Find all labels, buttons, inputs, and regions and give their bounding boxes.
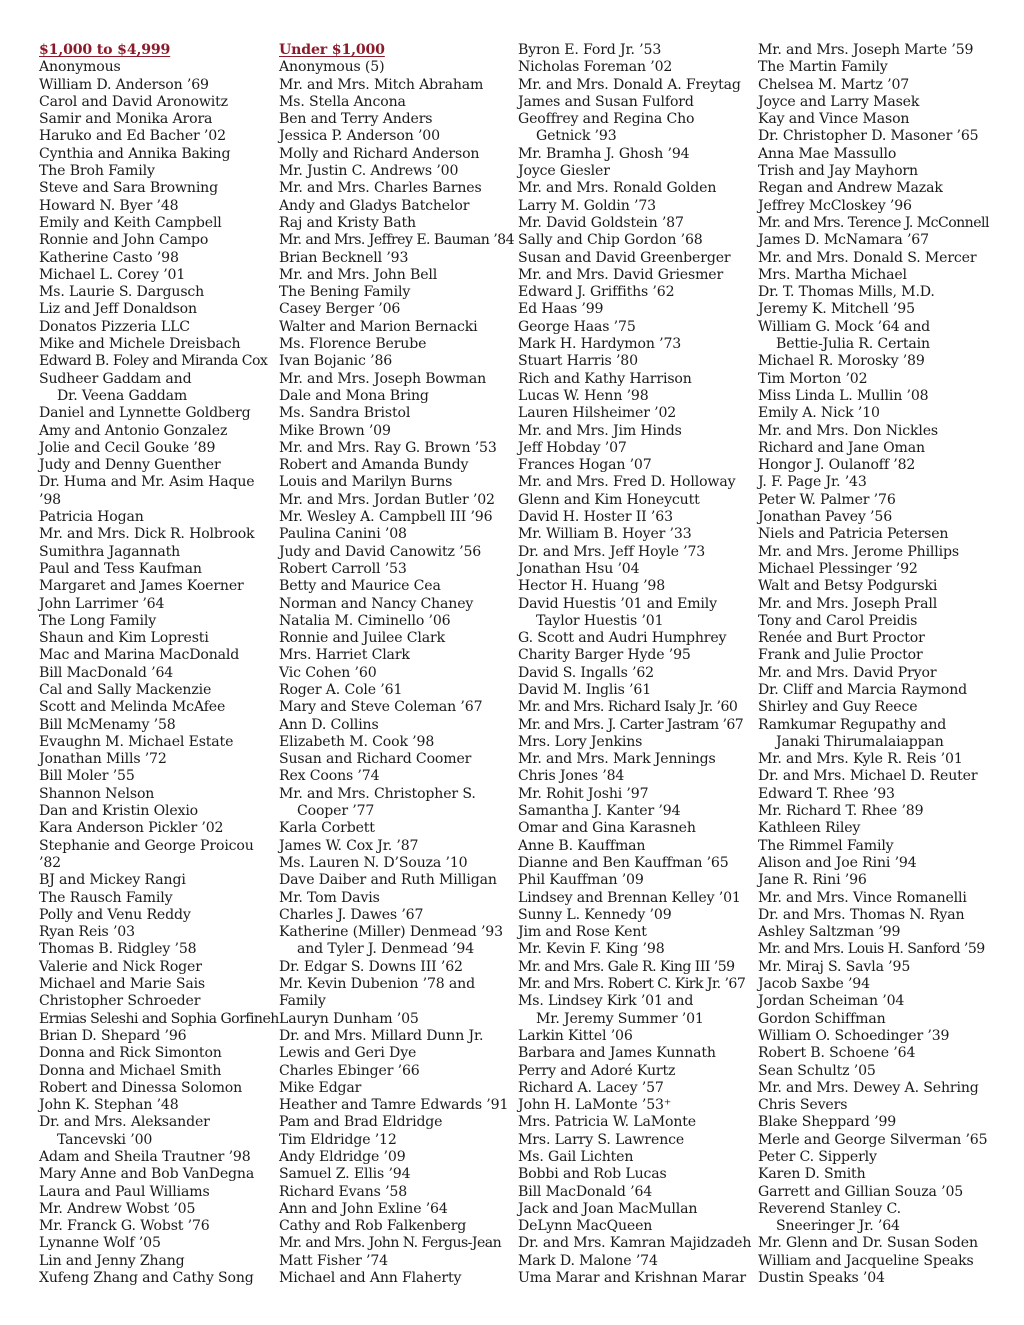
donor-entry: Ramkumar Regupathy and [758, 716, 947, 733]
donor-entry: Joyce and Larry Masek [758, 93, 920, 110]
donor-entry: Lewis and Geri Dye [279, 1045, 417, 1062]
donor-entry: Dr. T. Thomas Mills, M.D. [758, 284, 935, 301]
donor-entry: Hector H. Huang ’98 [518, 578, 666, 595]
donor-entry: Frances Hogan ’07 [518, 457, 652, 474]
donor-entry: Niels and Patricia Petersen [758, 526, 949, 543]
donor-entry: Cooper ’77 [297, 803, 375, 820]
donor-entry: Paulina Canini ’08 [279, 526, 407, 543]
donor-entry: Emily and Keith Campbell [39, 214, 222, 231]
donor-entry: Bill MacDonald ’64 [518, 1183, 653, 1200]
donor-entry: Glenn and Kim Honeycutt [518, 491, 700, 508]
donor-entry: Lauryn Dunham ’05 [279, 1010, 419, 1027]
donor-entry: DeLynn MacQueen [518, 1218, 653, 1235]
donor-entry: Jack and Joan MacMullan [518, 1200, 698, 1217]
donor-entry: William G. Mock ’64 and [758, 318, 931, 335]
donor-entry: Mr. and Mrs. Kyle R. Reis ’01 [758, 751, 963, 768]
donor-entry: Richard and Jane Oman [758, 439, 925, 456]
donor-entry: Mr. and Mrs. Dick R. Holbrook [39, 526, 255, 543]
donor-entry: Susan and Richard Coomer [279, 751, 472, 768]
donor-entry: Mike Brown ’09 [279, 422, 391, 439]
donor-entry: Michael L. Corey ’01 [39, 266, 186, 283]
donor-entry: Larry M. Goldin ’73 [518, 197, 656, 214]
donor-entry: Ms. Sandra Bristol [279, 405, 411, 422]
donor-entry: Mr. and Mrs. Donald S. Mercer [758, 249, 977, 266]
donor-entry: Reverend Stanley C. [758, 1200, 901, 1217]
donor-entry: Mr. David Goldstein ’87 [518, 214, 684, 231]
donor-entry: Katherine Casto ’98 [39, 249, 179, 266]
donor-entry: Mr. and Mrs. Jerome Phillips [758, 543, 959, 560]
donor-entry: Dr. and Mrs. Jeff Hoyle ’73 [518, 543, 706, 560]
donor-entry: Mr. and Mrs. Mitch Abraham [279, 76, 484, 93]
donor-entry: Walt and Betsy Podgurski [758, 578, 938, 595]
donor-entry: Mr. and Mrs. Fred D. Holloway [518, 474, 736, 491]
donor-entry: Karen D. Smith [758, 1166, 866, 1183]
donor-entry: Chelsea M. Martz ’07 [758, 76, 910, 93]
donor-entry: Carol and David Aronowitz [39, 93, 228, 110]
donor-entry: Robert B. Schoene ’64 [758, 1045, 916, 1062]
donor-entry: James D. McNamara ’67 [758, 232, 929, 249]
donor-entry: Molly and Richard Anderson [279, 145, 480, 162]
donor-entry: Edward J. Griffiths ’62 [518, 284, 675, 301]
donor-entry: John H. LaMonte ’53⁺ [518, 1097, 672, 1114]
donor-entry: Matt Fisher ’74 [279, 1252, 388, 1269]
donor-entry: Ronnie and Juilee Clark [279, 630, 445, 647]
donor-entry: Samantha J. Kanter ’94 [518, 803, 681, 820]
donor-entry: Jonathan Pavey ’56 [758, 509, 893, 526]
donor-entry: Scott and Melinda McAfee [39, 699, 226, 716]
donor-entry: Vic Cohen ’60 [279, 664, 377, 681]
donor-entry: Michael and Marie Sais [39, 976, 206, 993]
donor-entry: Sneeringer Jr. ’64 [776, 1218, 900, 1235]
donor-entry: Ms. Gail Lichten [518, 1149, 634, 1165]
donor-entry: Ms. Lauren N. D’Souza ’10 [279, 854, 468, 871]
donor-entry: Samir and Monika Arora [39, 111, 213, 128]
donor-entry: Alison and Joe Rini ’94 [758, 854, 917, 871]
donor-entry: Ms. Florence Berube [279, 336, 427, 353]
donor-entry: Tim Morton ’02 [758, 370, 868, 387]
donor-entry: Laura and Paul Williams [39, 1183, 210, 1200]
donor-entry: Rich and Kathy Harrison [518, 370, 692, 387]
donor-entry: Barbara and James Kunnath [518, 1045, 716, 1062]
donor-entry: Shaun and Kim Lopresti [39, 630, 209, 647]
donor-entry: Mark D. Malone ’74 [518, 1252, 658, 1269]
donor-entry: Pam and Brad Eldridge [279, 1114, 443, 1131]
donor-entry: Dr. Christopher D. Masoner ’65 [758, 128, 979, 145]
donor-entry: Mr. and Mrs. Richard Isaly Jr. ’60 [518, 699, 738, 716]
donor-entry: Getnick ’93 [536, 128, 617, 145]
donor-entry: Nicholas Foreman ’02 [518, 59, 673, 76]
donor-entry: Haruko and Ed Bacher ’02 [39, 128, 226, 145]
donor-entry: Dr. and Mrs. Thomas N. Ryan [758, 906, 965, 923]
donor-entry: Mr. Tom Davis [279, 889, 380, 906]
donor-entry: Mr. Richard T. Rhee ’89 [758, 803, 924, 820]
donor-entry: Jessica P. Anderson ’00 [279, 128, 440, 145]
donor-entry: Sumithra Jagannath [39, 543, 181, 560]
donor-entry: Chris Jones ’84 [518, 768, 625, 785]
donor-entry: Ermias Seleshi and Sophia Gorfineh [39, 1010, 279, 1027]
donor-entry: William D. Anderson ’69 [39, 76, 209, 93]
donor-entry: Mr. Andrew Wobst ’05 [39, 1200, 196, 1217]
donor-entry: Gordon Schiffman [758, 1010, 886, 1027]
donor-entry: Brian Becknell ’93 [279, 249, 409, 266]
donor-entry: Mr. and Mrs. John Bell [279, 266, 438, 283]
donor-entry: Jeffrey McCloskey ’96 [758, 197, 912, 214]
donor-entry: Valerie and Nick Roger [39, 958, 202, 975]
donor-entry: Mr. and Mrs. Donald A. Freytag [518, 76, 741, 93]
donor-entry: Mike and Michele Dreisbach [39, 336, 241, 353]
donor-entry: Ivan Bojanic ’86 [279, 353, 393, 370]
donor-entry: Joyce Giesler [518, 163, 610, 180]
donor-entry: Mr. and Mrs. Jeffrey E. Bauman ’84 [279, 232, 514, 249]
donor-entry: Edward B. Foley and Miranda Cox [39, 353, 268, 370]
donor-entry: Margaret and James Koerner [39, 578, 244, 595]
donor-entry: Mr. and Mrs. Jordan Butler ’02 [279, 491, 495, 508]
donor-entry: Betty and Maurice Cea [279, 578, 441, 595]
donor-entry: Merle and George Silverman ’65 [758, 1131, 988, 1148]
donor-entry: Renée and Burt Proctor [758, 630, 925, 647]
donor-entry: Sean Schultz ’05 [758, 1062, 876, 1079]
donor-entry: Dan and Kristin Olexio [39, 803, 199, 820]
donor-entry: Andy Eldridge ’09 [279, 1149, 406, 1165]
donor-entry: Frank and Julie Proctor [758, 647, 923, 664]
donor-entry: Stuart Harris ’80 [518, 353, 638, 370]
donor-entry: Dr. Huma and Mr. Asim Haque [39, 474, 255, 491]
donor-entry: Raj and Kristy Bath [279, 214, 416, 231]
donor-entry: Norman and Nancy Chaney [279, 595, 474, 612]
donor-entry: Trish and Jay Mayhorn [758, 163, 918, 180]
donor-entry: Donatos Pizzeria LLC [39, 318, 190, 335]
donor-entry: Peter W. Palmer ’76 [758, 491, 896, 508]
donor-entry: Liz and Jeff Donaldson [39, 301, 197, 318]
donor-entry: Walter and Marion Bernacki [279, 318, 478, 335]
donor-list [39, 59, 279, 1287]
donor-entry: Stephanie and George Proicou [39, 837, 254, 854]
donor-entry: Kara Anderson Pickler ’02 [39, 820, 224, 837]
donor-entry: Ronnie and John Campo [39, 232, 209, 249]
donor-entry: Dustin Speaks ’04 [758, 1270, 885, 1287]
donor-entry: Kay and Vince Mason [758, 111, 910, 128]
donor-entry: Mr. and Mrs. Dewey A. Sehring [758, 1079, 979, 1096]
donor-entry: The Rimmel Family [758, 837, 894, 854]
donor-entry: Heather and Tamre Edwards ’91 [279, 1097, 509, 1114]
donor-entry: The Rausch Family [39, 889, 173, 906]
donor-entry: Miss Linda L. Mullin ’08 [758, 387, 929, 404]
donor-entry: Mr. and Mrs. David Griesmer [518, 266, 724, 283]
donor-entry: Mr. and Mrs. Charles Barnes [279, 180, 482, 197]
donor-entry: Bill Moler ’55 [39, 768, 135, 785]
donor-entry: Dr. and Mrs. Michael D. Reuter [758, 768, 978, 785]
donor-entry: William and Jacqueline Speaks [758, 1252, 974, 1269]
donor-entry: Charles J. Dawes ’67 [279, 906, 424, 923]
donor-entry: Casey Berger ’06 [279, 301, 401, 318]
donor-entry: Mr. and Mrs. Terence J. McConnell [758, 214, 989, 231]
donor-entry: ’82 [39, 854, 61, 871]
donor-entry: Mary and Steve Coleman ’67 [279, 699, 483, 716]
donor-entry: G. Scott and Audri Humphrey [518, 630, 727, 647]
donor-entry: Ann and John Exline ’64 [279, 1200, 448, 1217]
donor-entry: Mr. and Mrs. Joseph Marte ’59 [758, 42, 974, 58]
donor-entry: Mr. and Mrs. Jim Hinds [518, 422, 682, 439]
donor-entry: Chris Severs [758, 1097, 848, 1114]
donor-entry: Dale and Mona Bring [279, 387, 429, 404]
donor-entry: Dianne and Ben Kauffman ’65 [518, 854, 729, 871]
donor-entry: Sunny L. Kennedy ’09 [518, 906, 672, 923]
donor-entry: Dr. and Mrs. Millard Dunn Jr. [279, 1027, 484, 1044]
donor-entry: Emily A. Nick ’10 [758, 405, 880, 422]
donor-entry: Bill McMenamy ’58 [39, 716, 176, 733]
donor-entry: Dr. and Mrs. Aleksander [39, 1114, 210, 1131]
donor-entry: Byron E. Ford Jr. ’53 [518, 42, 662, 58]
donor-list [279, 59, 519, 1287]
donor-entry: Mr. Kevin F. King ’98 [518, 941, 665, 958]
donor-entry: Mr. Justin C. Andrews ’00 [279, 163, 459, 180]
donor-entry: Christopher Schroeder [39, 993, 201, 1010]
donor-entry: Uma Marar and Krishnan Marar [518, 1270, 746, 1287]
donor-entry: Mr. and Mrs. J. Carter Jastram ’67 [518, 716, 744, 733]
gift-level-heading: Under $1,000 [279, 42, 385, 58]
donor-entry: Mrs. Patricia W. LaMonte [518, 1114, 696, 1131]
donor-entry: Blake Sheppard ’99 [758, 1114, 897, 1131]
donor-entry: Mr. William B. Hoyer ’33 [518, 526, 692, 543]
donor-entry: Janaki Thirumalaiappan [776, 733, 944, 750]
donor-entry: Jonathan Mills ’72 [39, 751, 167, 768]
donor-entry: Donna and Michael Smith [39, 1062, 222, 1079]
donor-entry: David Huestis ’01 and Emily [518, 595, 717, 612]
donor-entry: Cynthia and Annika Baking [39, 145, 231, 162]
donor-entry: Susan and David Greenberger [518, 249, 731, 266]
donor-entry: David H. Hoster II ’63 [518, 509, 673, 526]
donor-entry: Sally and Chip Gordon ’68 [518, 232, 703, 249]
donor-entry: Mr. and Mrs. David Pryor [758, 664, 937, 681]
donor-list [518, 42, 758, 1287]
donor-entry: Howard N. Byer ’48 [39, 197, 179, 214]
donor-entry: Robert and Amanda Bundy [279, 457, 469, 474]
donor-entry: Mr. Kevin Dubenion ’78 and [279, 976, 475, 993]
donor-entry: Larkin Kittel ’06 [518, 1027, 633, 1044]
donor-entry: Omar and Gina Karasneh [518, 820, 696, 837]
donor-entry: Tony and Carol Preidis [758, 612, 918, 629]
donor-entry: William O. Schoedinger ’39 [758, 1027, 950, 1044]
donor-column-1 [39, 42, 279, 1287]
donor-entry: Ms. Stella Ancona [279, 93, 406, 110]
donor-entry: The Martin Family [758, 59, 888, 76]
donor-entry: John Larrimer ’64 [39, 595, 165, 612]
donor-entry: Mrs. Harriet Clark [279, 647, 410, 664]
donor-entry: Dave Daiber and Ruth Milligan [279, 872, 497, 889]
donor-entry: Mr. and Mrs. Don Nickles [758, 422, 939, 439]
donor-column-4 [758, 42, 998, 1287]
donor-entry: Xufeng Zhang and Cathy Song [39, 1270, 254, 1287]
donor-entry: Adam and Sheila Trautner ’98 [39, 1149, 251, 1165]
donor-entry: Charles Ebinger ’66 [279, 1062, 420, 1079]
donor-entry: Ann D. Collins [279, 716, 379, 733]
donor-entry: Bill MacDonald ’64 [39, 664, 174, 681]
donor-entry: Mary Anne and Bob VanDegna [39, 1166, 255, 1183]
donor-entry: Samuel Z. Ellis ’94 [279, 1166, 411, 1183]
donor-entry: Dr. Veena Gaddam [57, 387, 188, 404]
donor-entry: Elizabeth M. Cook ’98 [279, 733, 435, 750]
donor-entry: Rex Coons ’74 [279, 768, 380, 785]
donor-entry: James W. Cox Jr. ’87 [279, 837, 419, 854]
donor-entry: Ben and Terry Anders [279, 111, 433, 128]
donor-entry: David M. Inglis ’61 [518, 681, 652, 698]
donor-entry: Natalia M. Ciminello ’06 [279, 612, 451, 629]
donor-entry: Jolie and Cecil Gouke ’89 [39, 439, 216, 456]
donor-entry: Dr. Cliff and Marcia Raymond [758, 681, 968, 698]
donor-entry: Cal and Sally Mackenzie [39, 681, 212, 698]
donor-entry: Mr. Rohit Joshi ’97 [518, 785, 649, 802]
gift-level-heading: $1,000 to $4,999 [39, 42, 171, 58]
donor-entry: Hongor J. Oulanoff ’82 [758, 457, 916, 474]
donor-entry: Mr. and Mrs. Joseph Prall [758, 595, 938, 612]
donor-entry: The Broh Family [39, 163, 155, 180]
donor-entry: Kathleen Riley [758, 820, 861, 837]
donor-entry: Phil Kauffman ’09 [518, 872, 644, 889]
donor-entry: Richard A. Lacey ’57 [518, 1079, 664, 1096]
donor-entry: Mr. and Mrs. Gale R. King III ’59 [518, 958, 735, 975]
donor-entry: Jordan Scheiman ’04 [758, 993, 905, 1010]
donor-entry: Ed Haas ’99 [518, 301, 604, 318]
donor-entry: David S. Ingalls ’62 [518, 664, 654, 681]
donor-entry: Sudheer Gaddam and [39, 370, 192, 387]
donor-entry: Mrs. Larry S. Lawrence [518, 1131, 685, 1148]
donor-entry: Lin and Jenny Zhang [39, 1252, 185, 1269]
donor-entry: Michael Plessinger ’92 [758, 560, 918, 577]
donor-entry: Donna and Rick Simonton [39, 1045, 222, 1062]
donor-entry: Jonathan Hsu ’04 [518, 560, 640, 577]
donor-entry: Jim and Rose Kent [518, 924, 647, 941]
donor-entry: Andy and Gladys Batchelor [279, 197, 470, 214]
donor-entry: Bettie-Julia R. Certain [776, 336, 930, 353]
donor-entry: Daniel and Lynnette Goldberg [39, 405, 251, 422]
donor-entry: Lynanne Wolf ’05 [39, 1235, 161, 1252]
donor-entry: Mr. and Mrs. Robert C. Kirk Jr. ’67 [518, 976, 746, 993]
donor-entry: Robert and Dinessa Solomon [39, 1079, 243, 1096]
donor-entry: Taylor Huestis ’01 [536, 612, 664, 629]
donor-entry: Mr. and Mrs. Ray G. Brown ’53 [279, 439, 497, 456]
donor-entry: Regan and Andrew Mazak [758, 180, 943, 197]
donor-entry: Garrett and Gillian Souza ’05 [758, 1183, 964, 1200]
donor-entry: Mr. and Mrs. Ronald Golden [518, 180, 717, 197]
donor-entry: Mr. Miraj S. Savla ’95 [758, 958, 911, 975]
donor-entry: Lindsey and Brennan Kelley ’01 [518, 889, 741, 906]
donor-entry: Mr. and Mrs. Louis H. Sanford ’59 [758, 941, 985, 958]
donor-entry: The Bening Family [279, 284, 411, 301]
donor-entry: Mrs. Lory Jenkins [518, 733, 643, 750]
donor-entry: Peter C. Sipperly [758, 1149, 877, 1165]
donor-entry: Mr. and Mrs. John N. Fergus-Jean [279, 1235, 502, 1252]
donor-entry: Mr. Wesley A. Campbell III ’96 [279, 509, 493, 526]
donor-entry: Anonymous (5) [279, 59, 385, 76]
donor-entry: Mrs. Martha Michael [758, 266, 907, 283]
donor-entry: Amy and Antonio Gonzalez [39, 422, 228, 439]
donor-entry: Mr. and Mrs. Christopher S. [279, 785, 476, 802]
donor-entry: Jane R. Rini ’96 [758, 872, 867, 889]
donor-entry: Roger A. Cole ’61 [279, 681, 403, 698]
donor-entry: Mr. Glenn and Dr. Susan Soden [758, 1235, 978, 1252]
donor-entry: Judy and Denny Guenther [39, 457, 221, 474]
donor-entry: Steve and Sara Browning [39, 180, 218, 197]
donor-entry: Louis and Marilyn Burns [279, 474, 453, 491]
donor-entry: James and Susan Fulford [518, 93, 694, 110]
donor-entry: Evaughn M. Michael Estate [39, 733, 234, 750]
donor-entry: Michael and Ann Flaherty [279, 1270, 462, 1287]
donor-entry: Tim Eldridge ’12 [279, 1131, 397, 1148]
donor-entry: Dr. and Mrs. Kamran Majidzadeh [518, 1235, 752, 1252]
donor-entry: Mr. and Mrs. Vince Romanelli [758, 889, 967, 906]
donor-entry: J. F. Page Jr. ’43 [758, 474, 867, 491]
donor-entry: Robert Carroll ’53 [279, 560, 407, 577]
donor-entry: Anna Mae Massullo [758, 145, 897, 162]
donor-entry: Anonymous [39, 59, 121, 76]
donor-entry: Ms. Lindsey Kirk ’01 and [518, 993, 694, 1010]
donor-entry: and Tyler J. Denmead ’94 [297, 941, 475, 958]
donor-entry: ’98 [39, 491, 61, 508]
donor-entry: Edward T. Rhee ’93 [758, 785, 895, 802]
donor-entry: Jacob Saxbe ’94 [758, 976, 870, 993]
donor-entry: Mac and Marina MacDonald [39, 647, 240, 664]
donor-entry: John K. Stephan ’48 [39, 1097, 179, 1114]
donor-entry: Ms. Laurie S. Dargusch [39, 284, 205, 301]
donor-column-3 [518, 42, 758, 1287]
donor-entry: Mike Edgar [279, 1079, 362, 1096]
donor-entry: Mr. Bramha J. Ghosh ’94 [518, 145, 690, 162]
donor-entry: The Long Family [39, 612, 157, 629]
donor-entry: Brian D. Shepard ’96 [39, 1027, 187, 1044]
donor-list [758, 42, 998, 1287]
donor-entry: Thomas B. Ridgley ’58 [39, 941, 197, 958]
donor-entry: Charity Barger Hyde ’95 [518, 647, 691, 664]
donor-entry: Geoffrey and Regina Cho [518, 111, 695, 128]
donor-entry: Mr. and Mrs. Mark Jennings [518, 751, 716, 768]
donor-entry: Dr. Edgar S. Downs III ’62 [279, 958, 463, 975]
donor-column-2 [279, 42, 519, 1287]
donor-entry: Perry and Adoré Kurtz [518, 1062, 676, 1079]
donor-entry: Lauren Hilsheimer ’02 [518, 405, 677, 422]
donor-entry: Judy and David Canowitz ’56 [279, 543, 482, 560]
donor-entry: Jeff Hobday ’07 [518, 439, 627, 456]
donor-entry: Jeremy K. Mitchell ’95 [758, 301, 915, 318]
donor-entry: Mr. and Mrs. Joseph Bowman [279, 370, 487, 387]
donor-entry: Shannon Nelson [39, 785, 155, 802]
donor-entry: Mr. Jeremy Summer ’01 [536, 1010, 704, 1027]
donor-entry: Ryan Reis ’03 [39, 924, 135, 941]
donor-entry: Bobbi and Rob Lucas [518, 1166, 667, 1183]
donor-entry: Michael R. Morosky ’89 [758, 353, 925, 370]
donor-entry: Ashley Saltzman ’99 [758, 924, 901, 941]
donor-entry: Family [279, 993, 326, 1010]
donor-entry: Shirley and Guy Reece [758, 699, 918, 716]
donor-entry: Richard Evans ’58 [279, 1183, 408, 1200]
donor-entry: BJ and Mickey Rangi [39, 872, 186, 889]
donor-entry: Mark H. Hardymon ’73 [518, 336, 682, 353]
donor-entry: Paul and Tess Kaufman [39, 560, 202, 577]
donor-entry: Polly and Venu Reddy [39, 906, 191, 923]
donor-entry: Karla Corbett [279, 820, 375, 837]
donor-entry: Katherine (Miller) Denmead ’93 [279, 924, 503, 941]
donor-entry: Anne B. Kauffman [518, 837, 646, 854]
donor-entry: George Haas ’75 [518, 318, 636, 335]
donor-entry: Cathy and Rob Falkenberg [279, 1218, 467, 1235]
donor-entry: Mr. Franck G. Wobst ’76 [39, 1218, 210, 1235]
donor-entry: Lucas W. Henn ’98 [518, 387, 649, 404]
donor-entry: Tancevski ’00 [57, 1131, 153, 1148]
donor-entry: Patricia Hogan [39, 509, 144, 526]
